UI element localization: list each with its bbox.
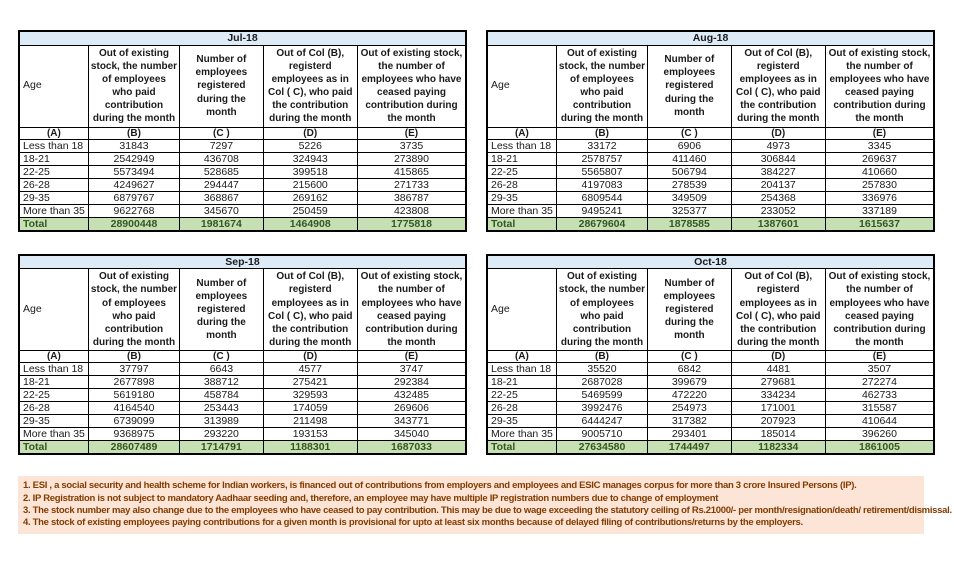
value-cell: 174059 <box>263 402 357 415</box>
total-row <box>487 441 934 455</box>
value-cell: 233052 <box>731 204 825 217</box>
value-cell: 368867 <box>180 191 263 204</box>
data-row <box>487 139 934 152</box>
value-cell: 423808 <box>357 204 466 217</box>
value-cell: 386787 <box>357 191 466 204</box>
data-row <box>487 376 934 389</box>
data-row <box>487 389 934 402</box>
data-row <box>487 178 934 191</box>
letter-cell: (A) <box>19 351 88 363</box>
value-cell: 7297 <box>180 139 263 152</box>
value-cell: 254368 <box>731 191 825 204</box>
value-cell: 292384 <box>357 376 466 389</box>
col-header-b: Out of existing stock, the number of employees who paid contribution during the month <box>88 269 179 351</box>
letter-row <box>487 127 934 139</box>
value-cell: 5573494 <box>88 165 179 178</box>
value-cell: 410660 <box>825 165 934 178</box>
data-row <box>19 178 466 191</box>
letter-row <box>19 351 466 363</box>
data-row <box>19 376 466 389</box>
letter-cell: (E) <box>357 127 466 139</box>
footnote-line: 3. The stock number may also change due to the employees who have ceased to pay contribution. This may be due to wage exceeding the statutory ceiling of Rs.21000/- per month/resignation/death/ retirement/dismissal. <box>23 505 952 517</box>
tables-grid <box>18 30 936 455</box>
letter-cell: (C ) <box>180 351 263 363</box>
data-row <box>19 415 466 428</box>
value-cell: 411460 <box>648 152 731 165</box>
data-row <box>487 363 934 376</box>
age-cell: Less than 18 <box>487 139 556 152</box>
data-row <box>487 415 934 428</box>
value-cell: 343771 <box>357 415 466 428</box>
value-cell: 293401 <box>648 428 731 441</box>
month-title: Oct-18 <box>487 255 934 269</box>
value-cell: 1744497 <box>648 441 731 455</box>
letter-cell: (C ) <box>648 351 731 363</box>
col-header-d: Out of Col (B), registerd employees as in Col ( C), who paid the contribution during the month <box>731 269 825 351</box>
age-cell: 22-25 <box>19 165 88 178</box>
value-cell: 6444247 <box>556 415 647 428</box>
value-cell: 269637 <box>825 152 934 165</box>
value-cell: 253443 <box>180 402 263 415</box>
age-cell: 18-21 <box>19 376 88 389</box>
age-cell: 18-21 <box>19 152 88 165</box>
value-cell: 5565807 <box>556 165 647 178</box>
letter-cell: (B) <box>88 351 179 363</box>
value-cell: 3507 <box>825 363 934 376</box>
value-cell: 1182334 <box>731 441 825 455</box>
column-header-row <box>487 45 934 127</box>
letter-cell: (E) <box>825 351 934 363</box>
value-cell: 1714791 <box>180 441 263 455</box>
value-cell: 325377 <box>648 204 731 217</box>
value-cell: 2542949 <box>88 152 179 165</box>
age-cell: 29-35 <box>487 191 556 204</box>
data-row <box>19 191 466 204</box>
value-cell: 415865 <box>357 165 466 178</box>
value-cell: 410644 <box>825 415 934 428</box>
total-row <box>19 217 466 231</box>
value-cell: 6643 <box>180 363 263 376</box>
value-cell: 4973 <box>731 139 825 152</box>
age-cell: 29-35 <box>19 191 88 204</box>
value-cell: 345670 <box>180 204 263 217</box>
data-row <box>19 363 466 376</box>
value-cell: 250459 <box>263 204 357 217</box>
value-cell: 336976 <box>825 191 934 204</box>
age-cell: 26-28 <box>19 178 88 191</box>
letter-cell: (B) <box>556 351 647 363</box>
value-cell: 4481 <box>731 363 825 376</box>
value-cell: 6842 <box>648 363 731 376</box>
value-cell: 396260 <box>825 428 934 441</box>
value-cell: 3992476 <box>556 402 647 415</box>
age-cell: 18-21 <box>487 152 556 165</box>
value-cell: 1775818 <box>357 217 466 231</box>
value-cell: 4577 <box>263 363 357 376</box>
value-cell: 506794 <box>648 165 731 178</box>
data-row <box>19 402 466 415</box>
value-cell: 37797 <box>88 363 179 376</box>
data-row <box>487 204 934 217</box>
value-cell: 5469599 <box>556 389 647 402</box>
age-cell: 22-25 <box>19 389 88 402</box>
value-cell: 6739099 <box>88 415 179 428</box>
letter-cell: (B) <box>556 127 647 139</box>
value-cell: 458784 <box>180 389 263 402</box>
letter-row <box>19 127 466 139</box>
value-cell: 3747 <box>357 363 466 376</box>
data-row <box>19 152 466 165</box>
col-header-d: Out of Col (B), registerd employees as in Col ( C), who paid the contribution during the month <box>263 45 357 127</box>
value-cell: 9005710 <box>556 428 647 441</box>
age-cell: 29-35 <box>19 415 88 428</box>
month-table-oct <box>486 254 935 456</box>
value-cell: 9495241 <box>556 204 647 217</box>
col-header-age: Age <box>487 45 556 127</box>
value-cell: 254973 <box>648 402 731 415</box>
letter-cell: (B) <box>88 127 179 139</box>
value-cell: 1464908 <box>263 217 357 231</box>
age-cell: 26-28 <box>487 178 556 191</box>
value-cell: 269162 <box>263 191 357 204</box>
age-cell: 22-25 <box>487 389 556 402</box>
col-header-c: Number of employees registered during the month <box>648 269 731 351</box>
col-header-e: Out of existing stock, the number of employees who have ceased paying contribution during the month <box>357 45 466 127</box>
value-cell: 28679604 <box>556 217 647 231</box>
data-row <box>19 428 466 441</box>
month-title: Aug-18 <box>487 31 934 45</box>
value-cell: 349509 <box>648 191 731 204</box>
value-cell: 3345 <box>825 139 934 152</box>
value-cell: 2578757 <box>556 152 647 165</box>
value-cell: 28607489 <box>88 441 179 455</box>
letter-cell: (C ) <box>180 127 263 139</box>
value-cell: 31843 <box>88 139 179 152</box>
value-cell: 317382 <box>648 415 731 428</box>
value-cell: 337189 <box>825 204 934 217</box>
col-header-d: Out of Col (B), registerd employees as in Col ( C), who paid the contribution during the month <box>263 269 357 351</box>
age-cell: 26-28 <box>487 402 556 415</box>
value-cell: 1615637 <box>825 217 934 231</box>
age-cell: More than 35 <box>487 428 556 441</box>
letter-cell: (E) <box>825 127 934 139</box>
value-cell: 6809544 <box>556 191 647 204</box>
value-cell: 215600 <box>263 178 357 191</box>
value-cell: 436708 <box>180 152 263 165</box>
value-cell: 1387601 <box>731 217 825 231</box>
value-cell: 185014 <box>731 428 825 441</box>
col-header-d: Out of Col (B), registerd employees as in Col ( C), who paid the contribution during the month <box>731 45 825 127</box>
col-header-age: Age <box>19 269 88 351</box>
value-cell: 275421 <box>263 376 357 389</box>
value-cell: 1188301 <box>263 441 357 455</box>
value-cell: 273890 <box>357 152 466 165</box>
value-cell: 462733 <box>825 389 934 402</box>
age-cell: More than 35 <box>19 204 88 217</box>
age-cell: Less than 18 <box>19 139 88 152</box>
value-cell: 4249627 <box>88 178 179 191</box>
column-header-row <box>487 269 934 351</box>
data-row <box>487 402 934 415</box>
age-cell: More than 35 <box>487 204 556 217</box>
value-cell: 2687028 <box>556 376 647 389</box>
letter-cell: (A) <box>19 127 88 139</box>
data-row <box>487 191 934 204</box>
value-cell: 399518 <box>263 165 357 178</box>
data-row <box>19 139 466 152</box>
value-cell: 33172 <box>556 139 647 152</box>
age-cell: Less than 18 <box>19 363 88 376</box>
col-header-age: Age <box>487 269 556 351</box>
month-table-aug <box>486 30 935 232</box>
value-cell: 269606 <box>357 402 466 415</box>
letter-cell: (E) <box>357 351 466 363</box>
total-row <box>487 217 934 231</box>
value-cell: 4197083 <box>556 178 647 191</box>
col-header-c: Number of employees registered during the month <box>180 45 263 127</box>
value-cell: 279681 <box>731 376 825 389</box>
footnote-line: 2. IP Registration is not subject to mandatory Aadhaar seeding and, therefore, an employee may have multiple IP registration numbers due to change of employment <box>23 492 719 504</box>
age-cell: 22-25 <box>487 165 556 178</box>
col-header-c: Number of employees registered during the month <box>180 269 263 351</box>
letter-cell: (A) <box>487 351 556 363</box>
letter-row <box>487 351 934 363</box>
age-cell: 29-35 <box>487 415 556 428</box>
month-title: Jul-18 <box>19 31 466 45</box>
letter-cell: (D) <box>263 127 357 139</box>
value-cell: 313989 <box>180 415 263 428</box>
month-title: Sep-18 <box>19 255 466 269</box>
data-row <box>19 165 466 178</box>
value-cell: 1687033 <box>357 441 466 455</box>
value-cell: 9622768 <box>88 204 179 217</box>
value-cell: 28900448 <box>88 217 179 231</box>
total-label-cell: Total <box>19 217 88 231</box>
value-cell: 6879767 <box>88 191 179 204</box>
value-cell: 432485 <box>357 389 466 402</box>
value-cell: 315587 <box>825 402 934 415</box>
col-header-b: Out of existing stock, the number of employees who paid contribution during the month <box>88 45 179 127</box>
value-cell: 472220 <box>648 389 731 402</box>
total-label-cell: Total <box>487 441 556 455</box>
value-cell: 1861005 <box>825 441 934 455</box>
month-table-jul <box>18 30 467 232</box>
value-cell: 9368975 <box>88 428 179 441</box>
value-cell: 271733 <box>357 178 466 191</box>
value-cell: 334234 <box>731 389 825 402</box>
value-cell: 204137 <box>731 178 825 191</box>
age-cell: 26-28 <box>19 402 88 415</box>
value-cell: 384227 <box>731 165 825 178</box>
col-header-e: Out of existing stock, the number of employees who have ceased paying contribution during the month <box>825 269 934 351</box>
total-row <box>19 441 466 455</box>
footnote-line: 4. The stock of existing employees paying contributions for a given month is provisional for upto at least six months because of delayed filing of contributions/returns by the employers. <box>23 517 803 529</box>
col-header-e: Out of existing stock, the number of employees who have ceased paying contribution during the month <box>825 45 934 127</box>
column-header-row <box>19 269 466 351</box>
value-cell: 5619180 <box>88 389 179 402</box>
data-row <box>487 165 934 178</box>
value-cell: 35520 <box>556 363 647 376</box>
age-cell: More than 35 <box>19 428 88 441</box>
value-cell: 324943 <box>263 152 357 165</box>
value-cell: 306844 <box>731 152 825 165</box>
col-header-b: Out of existing stock, the number of employees who paid contribution during the month <box>556 269 647 351</box>
value-cell: 388712 <box>180 376 263 389</box>
value-cell: 3735 <box>357 139 466 152</box>
col-header-b: Out of existing stock, the number of employees who paid contribution during the month <box>556 45 647 127</box>
age-cell: Less than 18 <box>487 363 556 376</box>
value-cell: 5226 <box>263 139 357 152</box>
value-cell: 2677898 <box>88 376 179 389</box>
letter-cell: (D) <box>263 351 357 363</box>
col-header-e: Out of existing stock, the number of employees who have ceased paying contribution during the month <box>357 269 466 351</box>
age-cell: 18-21 <box>487 376 556 389</box>
value-cell: 171001 <box>731 402 825 415</box>
col-header-c: Number of employees registered during the month <box>648 45 731 127</box>
value-cell: 211498 <box>263 415 357 428</box>
col-header-age: Age <box>19 45 88 127</box>
month-table-sep <box>18 254 467 456</box>
value-cell: 207923 <box>731 415 825 428</box>
value-cell: 1981674 <box>180 217 263 231</box>
value-cell: 1878585 <box>648 217 731 231</box>
value-cell: 257830 <box>825 178 934 191</box>
footnotes <box>18 476 952 534</box>
value-cell: 272274 <box>825 376 934 389</box>
total-label-cell: Total <box>487 217 556 231</box>
value-cell: 278539 <box>648 178 731 191</box>
footnote-line: 1. ESI , a social security and health scheme for Indian workers, is financed out of contributions from employers and employees and ESIC manages corpus for more than 3 crore Insured Persons (IP). <box>23 480 857 492</box>
value-cell: 399679 <box>648 376 731 389</box>
value-cell: 528685 <box>180 165 263 178</box>
letter-cell: (D) <box>731 351 825 363</box>
value-cell: 193153 <box>263 428 357 441</box>
letter-cell: (D) <box>731 127 825 139</box>
data-row <box>19 389 466 402</box>
letter-cell: (A) <box>487 127 556 139</box>
data-row <box>19 204 466 217</box>
data-row <box>487 152 934 165</box>
value-cell: 345040 <box>357 428 466 441</box>
value-cell: 293220 <box>180 428 263 441</box>
value-cell: 6906 <box>648 139 731 152</box>
value-cell: 294447 <box>180 178 263 191</box>
letter-cell: (C ) <box>648 127 731 139</box>
column-header-row <box>19 45 466 127</box>
value-cell: 4164540 <box>88 402 179 415</box>
data-row <box>487 428 934 441</box>
value-cell: 329593 <box>263 389 357 402</box>
value-cell: 27634580 <box>556 441 647 455</box>
total-label-cell: Total <box>19 441 88 455</box>
